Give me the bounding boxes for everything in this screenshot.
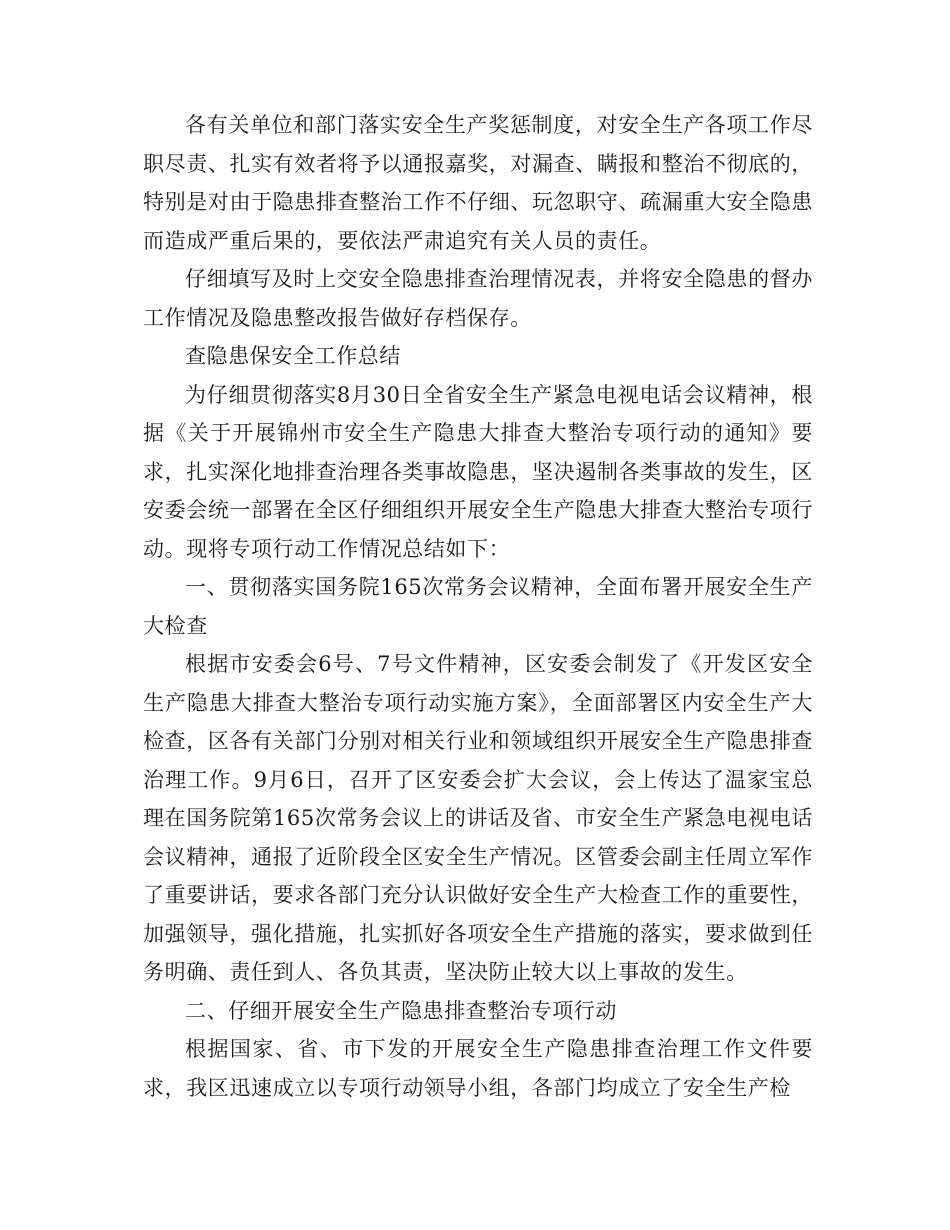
paragraph-intro: 为仔细贯彻落实8月30日全省安全生产紧急电视电话会议精神，根据《关于开展锦州市安全生产隐患大排查大整治专项行动的通知》要求，扎实深化地排查治理各类事故隐患，坚决遏制各类事故的发生，区安委会统一部署在全区仔细组织开展安全生产隐患大排查大整治专项行动。现将专项行动工作情况总结如下：	[143, 382, 813, 561]
paragraph-reward-punishment: 各有关单位和部门落实安全生产奖惩制度，对安全生产各项工作尽职尽责、扎实有效者将予以通报嘉奖，对漏查、瞒报和整治不彻底的，特别是对由于隐患排查整治工作不仔细、玩忽职守、疏漏重大安全隐患而造成严重后果的，要依法严肃追究有关人员的责任。	[143, 113, 813, 253]
paragraph-report-form: 仔细填写及时上交安全隐患排查治理情况表，并将安全隐患的督办工作情况及隐患整改报告做好存档保存。	[143, 267, 813, 330]
paragraph-section-two-body: 根据国家、省、市下发的开展安全生产隐患排查治理工作文件要求，我区迅速成立以专项行动领导小组，各部门均成立了安全生产检	[143, 1037, 813, 1100]
section-title-summary: 查隐患保安全工作总结	[185, 344, 401, 368]
paragraph-section-one-body: 根据市安委会6号、7号文件精神，区安委会制发了《开发区安全生产隐患大排查大整治专项行动实施方案》，全面部署区内安全生产大检查，区各有关部门分别对相关行业和领域组织开展安全生产隐患排查治理工作。9月6日，召开了区安委会扩大会议，会上传达了温家宝总理在国务院第165次常务会议上的讲话及省、市安全生产紧急电视电话会议精神，通报了近阶段全区安全生产情况。区管委会副主任周立军作了重要讲话，要求各部门充分认识做好安全生产大检查工作的重要性，加强领导，强化措施，扎实抓好各项安全生产措施的落实，要求做到任务明确、责任到人、各负其责，坚决防止较大以上事故的发生。	[143, 652, 813, 984]
heading-section-two: 二、仔细开展安全生产隐患排查整治专项行动	[185, 998, 617, 1023]
heading-section-one: 一、贯彻落实国务院165次常务会议精神，全面布署开展安全生产大检查	[143, 575, 813, 638]
document-body	[143, 106, 813, 1107]
